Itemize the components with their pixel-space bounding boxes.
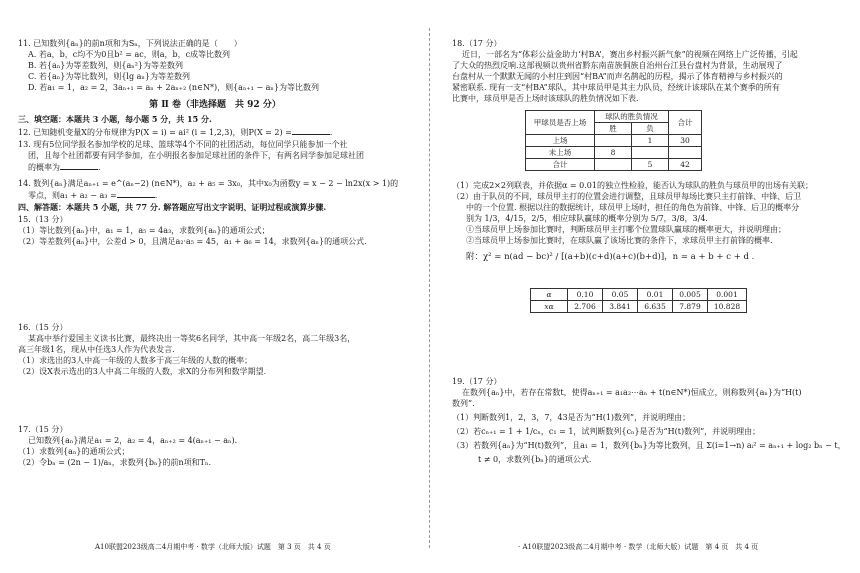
q13-line-3: 的概率为 — [28, 163, 60, 172]
q17-line-1: 已知数列{aₙ}满足a₁ = 2，a₂ = 4，aₙ₊₂ = 4(aₙ₊₁ − aₙ). — [28, 436, 238, 445]
table-row — [531, 301, 747, 313]
page-4 — [430, 0, 860, 573]
q14-line-1: 14. 数列{aₙ}满足aₙ₊₁ = e^(aₙ−2) (n∈N*)，a₂ + a₅ = 3x₀，其中x₀为函数y = x − 2 − ln2x(x > 1)的 — [18, 179, 399, 188]
cell-win: 8 — [595, 147, 632, 159]
th-result: 球队的胜负情况 — [595, 111, 669, 123]
cell-lose — [632, 147, 669, 159]
q13-line-1: 13. 现有5位同学报名参加学校的足球、篮球等4个不同的社团活动，每位同学只能参加一个社 — [18, 140, 348, 149]
q18-part-2: （2）由于队员的不同，球员甲主打的位置会进行调整，且球员甲每场比赛只主打前锋、中锋、后卫 — [452, 192, 802, 201]
question-11 — [18, 38, 319, 93]
q17-line-3: （2）令bₙ = (2n − 1)/aₙ，求数列{bₙ}的前n项和Tₙ. — [18, 458, 212, 467]
x-value: 3.841 — [603, 301, 638, 313]
q14-line-2: 零点，则a₁ + a₂ − a₃ = — [28, 191, 117, 200]
q14-answer-blank — [117, 189, 155, 198]
th-player: 甲球员是否上场 — [526, 111, 595, 135]
q16-line-2: 高三年级1名，现从中任选3人作为代表发言. — [18, 345, 175, 354]
question-12: 12. 已知随机变量X的分布规律为P(X = i) = ai² (i = 1,2,3)，则P(X = 2) = . — [18, 128, 333, 137]
alpha-value: 0.10 — [568, 289, 603, 301]
alpha-value: 0.005 — [673, 289, 708, 301]
q16-line-1: 某高中举行爱国主义读书比赛，最终决出一等奖6名同学，其中高一年级2名，高二年级3名， — [28, 334, 356, 343]
question-16 — [18, 322, 355, 377]
chi-square-formula: 附：χ² = n(ad − bc)² / [(a+b)(c+d)(a+c)(b+d)]，n = a + b + c + d . — [466, 252, 755, 262]
q16-line-4: （2）设X表示选出的3人中高二年级的人数，求X的分布列和数学期望. — [18, 367, 267, 376]
q19-head: 19.（17 分） — [452, 377, 502, 386]
q18-parts — [452, 180, 813, 246]
alpha-label: α — [531, 289, 568, 301]
footer-page-4: · A10联盟2023级高二4月期中考 · 数学（北师大版）试题 第 4 页 共 4 页 — [518, 543, 759, 551]
footer-page-3: A10联盟2023级高二4月期中考 · 数学（北师大版）试题 第 3 页 共 4 页 — [95, 543, 331, 551]
q18-intro-4: 紧密联系. 现有一支“村BA”球队，其中球员甲是其主力队员，经统计该球队在某个赛季的所有 — [452, 83, 780, 92]
cell-lose: 1 — [632, 135, 669, 147]
part2-title: 第 Ⅱ 卷（非选择题 共 92 分） — [149, 100, 281, 110]
question-15 — [18, 214, 367, 247]
q11-stem: 11. 已知数列{aₙ}的前n项和为Sₙ，下列说法正确的是（ ） — [18, 39, 242, 48]
th-lose: 负 — [632, 123, 669, 135]
question-14: 14. 数列{aₙ}满足aₙ₊₁ = e^(aₙ−2) (n∈N*)，a₂ + a₅ = 3x₀，其中x₀为函数y = x − 2 − ln2x(x > 1)的 零点，则a₁ + a₂ − a₃ = . — [18, 179, 399, 200]
q18-intro-2: 了大众的热烈反响.这部视频以贵州省黔东南苗族侗族自治州台江县台盘村为背景，生动展现了 — [452, 61, 783, 70]
cell-total: 42 — [669, 159, 702, 171]
table-row — [526, 147, 702, 159]
alpha-value: 0.05 — [603, 289, 638, 301]
cell-win — [595, 135, 632, 147]
q11-option-c: C. 若{aₙ}为等比数列，则{lg aₙ}为等差数列 — [28, 72, 190, 81]
q16-head: 16.（15 分） — [18, 323, 68, 332]
q12-text: 12. 已知随机变量X的分布规律为P(X = i) = ai² (i = 1,2,3)，则P(X = 2) = — [18, 128, 292, 137]
x-value: 6.635 — [638, 301, 673, 313]
q18-part-1: （1）完成2×2列联表，并依据α = 0.01的独立性检验，能否认为球队的胜负与球员甲的出场有关联； — [452, 181, 813, 190]
q11-option-b: B. 若{aₙ}为等差数列，则{aₙ²}为等差数列 — [28, 61, 183, 70]
question-17 — [18, 424, 237, 468]
row-label: 合计 — [526, 159, 595, 171]
table-row — [531, 289, 747, 301]
question-19 — [452, 376, 846, 465]
cell-win — [595, 159, 632, 171]
critical-value-table — [530, 288, 747, 313]
q17-line-2: （1）求数列{aₙ}的通项公式； — [18, 447, 130, 456]
q19-line-2: 数列”. — [452, 399, 475, 408]
cell-total — [669, 147, 702, 159]
q18-head: 18.（17 分） — [452, 39, 502, 48]
alpha-value: 0.01 — [638, 289, 673, 301]
q18-intro-1: 近日，一部名为“体彩公益金助力‘村BA’，赛出乡村振兴新气象”的视频在网络上广泛传播，引起 — [462, 50, 798, 59]
row-label: 未上场 — [526, 147, 595, 159]
x-value: 10.828 — [708, 301, 747, 313]
q15-part-1: （1）等比数列{aₙ}中，a₁ = 1，a₅ = 4a₃，求数列{aₙ}的通项公式； — [18, 226, 270, 235]
q19-line-4: （2）若cₙ₊₁ = 1 + 1/cₙ，c₁ = 1，试判断数列{cₙ}是否为“H(t)数列”，并说明理由； — [452, 427, 761, 436]
x-value: 2.706 — [568, 301, 603, 313]
q17-head: 17.（15 分） — [18, 425, 68, 434]
table-row — [526, 135, 702, 147]
q18-intro-5: 比赛中，球员甲是否上场时该球队的胜负情况如下表. — [452, 94, 639, 103]
row-label: 上场 — [526, 135, 595, 147]
solve-section-heading: 四、解答题：本题共 5 小题，共 77 分. 解答题应写出文字说明、证明过程或演算步骤. — [18, 202, 327, 212]
q18-part-2-line-2: 中的一个位置. 根据以往的数据统计，球员甲上场时，担任的角色为前锋、中锋、后卫的概率分 — [466, 203, 800, 212]
q18-sub-1: ①当球员甲上场参加比赛时，判断球员甲主打哪个位置球队赢球的概率更大，并说明理由； — [466, 225, 786, 234]
q19-line-1: 在数列{aₙ}中，若存在常数t，使得aₙ₊₁ = a₁a₂⋯aₙ + t(n∈N*)恒成立，则称数列{aₙ}为“H(t) — [462, 388, 802, 397]
q15-part-2: （2）等差数列{aₙ}中，公差d > 0，且满足a₂·a₅ = 45，a₁ + a₆ = 14，求数列{aₙ}的通项公式. — [18, 237, 367, 246]
q18-intro-3: 台盘村从一个默默无闻的小村庄到因“村BA”而声名鹊起的历程，揭示了体育精神与乡村振兴的 — [452, 72, 783, 81]
q11-option-a: A. 若a，b，c均不为0且b² = ac，则a，b，c成等比数列 — [28, 50, 231, 59]
cell-lose: 5 — [632, 159, 669, 171]
question-18 — [452, 38, 798, 104]
contingency-table — [525, 110, 702, 171]
fill-section-heading: 三、填空题：本题共 3 小题，每小题 5 分，共 15 分. — [18, 114, 212, 124]
q13-answer-blank — [60, 161, 98, 170]
q18-sub-2: ②当球员甲上场参加比赛时，在球队赢了该场比赛的条件下，求球员甲主打前锋的概率. — [466, 236, 773, 245]
cell-total: 30 — [669, 135, 702, 147]
q11-option-d: D. 若a₁ = 1，a₂ = 2，3aₙ₊₁ = aₙ + 2aₙ₊₂ (n∈N*)，则{aₙ₊₁ − aₙ}为等比数列 — [28, 83, 319, 92]
q19-line-3: （1）判断数列1，2，3，7，43是否为“H(1)数列”，并说明理由； — [452, 413, 691, 422]
q19-line-5: （3）若数列{aₙ}为“H(t)数列”，且a₁ = 1，数列{bₙ}为等比数列，且 Σ(i=1→n) aᵢ² = aₙ₊₁ + log₂ bₙ − t， — [452, 441, 846, 450]
q16-line-3: （1）求选出的3人中高一年级的人数多于高三年级的人数的概率； — [18, 356, 253, 365]
table-row — [526, 159, 702, 171]
q15-head: 15.（13 分） — [18, 215, 68, 224]
q13-line-2: 团，且每个社团都要有同学参加，在小明报名参加足球社团的条件下，有两名同学参加足球社团 — [28, 151, 364, 160]
th-total: 合计 — [669, 111, 702, 135]
q12-answer-blank — [292, 126, 330, 135]
alpha-value: 0.001 — [708, 289, 747, 301]
th-win: 胜 — [595, 123, 632, 135]
x-label: xα — [531, 301, 568, 313]
q19-line-6: t ≠ 0，求数列{bₙ}的通项公式. — [478, 455, 592, 464]
q18-part-2-line-3: 别为 1/3，4/15，2/5，相应球队赢球的概率分别为 5/7，3/8，3/4. — [466, 214, 708, 223]
question-13: 13. 现有5位同学报名参加学校的足球、篮球等4个不同的社团活动，每位同学只能参加一个社 团，且每个社团都要有同学参加，在小明报名参加足球社团的条件下，有两名同学参加足球社团 的概率为 . — [18, 140, 364, 172]
x-value: 7.879 — [673, 301, 708, 313]
